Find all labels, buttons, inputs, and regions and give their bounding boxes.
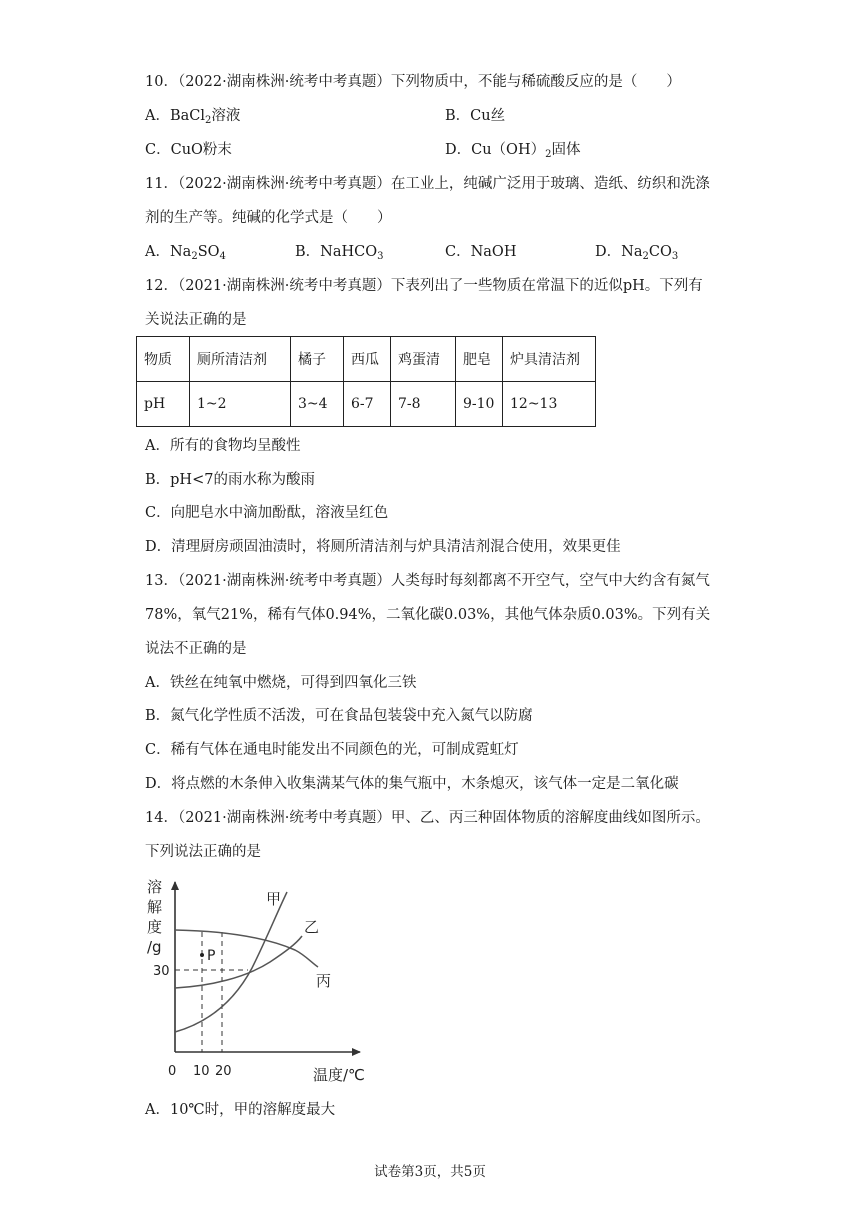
q12-stem-line2: 关说法正确的是 [145,312,247,328]
curve-label-jia: 甲 [266,890,282,908]
table-cell: 7-8 [391,382,456,427]
q13-option-d: D．将点燃的木条伸入收集满某气体的集气瓶中，木条熄灭，该气体一定是二氧化碳 [145,776,679,792]
table-cell: 1~2 [190,382,291,427]
y-axis-label: 解 [147,898,163,916]
x-tick-label: 20 [215,1064,232,1079]
table-cell: 炉具清洁剂 [503,337,596,382]
q13-option-b: B．氮气化学性质不活泼，可在食品包装袋中充入氮气以防腐 [145,708,533,724]
curve-jia [175,892,287,1032]
table-cell: 12~13 [503,382,596,427]
q11-stem-line1: 11．（2022·湖南株洲·统考中考真题）在工业上，纯碱广泛用于玻璃、造纸、纺织和洗涤 [145,176,710,192]
q14-stem-line1: 14．（2021·湖南株洲·统考中考真题）甲、乙、丙三种固体物质的溶解度曲线如图所示。 [145,810,710,826]
table-cell: 橘子 [291,337,344,382]
table-cell: 西瓜 [344,337,391,382]
q11-option-c: C．NaOH [445,244,517,260]
q12-option-a: A．所有的食物均呈酸性 [145,438,301,454]
table-row [137,337,596,382]
curve-label-bing: 丙 [316,972,332,990]
q13-stem-line2: 78%，氧气21%，稀有气体0.94%，二氧化碳0.03%，其他气体杂质0.03%。下列有关 [145,607,711,623]
x-tick-label: 0 [168,1064,177,1079]
page-footer: 试卷第3页，共5页 [374,1164,486,1180]
q13-stem-line3: 说法不正确的是 [145,641,247,657]
q11-option-b: B．NaHCO$_3$ [295,244,384,262]
q14-option-a: A．10℃时，甲的溶解度最大 [145,1102,336,1118]
table-cell: 厕所清洁剂 [190,337,291,382]
q10-option-b: B．Cu丝 [445,108,506,124]
table-cell: 3~4 [291,382,344,427]
point-p-marker [200,953,204,957]
q10-option-d: D．$Cu(OH)_2$固体 [445,142,581,160]
curve-label-yi: 乙 [304,918,320,936]
q10-option-a: A．BaCl$_2$溶液 [145,108,241,126]
y-axis-label: 溶 [147,878,163,896]
curve-yi [175,936,302,988]
q13-stem-line1: 13．（2021·湖南株洲·统考中考真题）人类每时每刻都离不开空气，空气中大约含有氮气 [145,573,710,589]
table-cell: 鸡蛋清 [391,337,456,382]
x-axis-label: 温度/℃ [313,1066,365,1084]
y-axis-label: /g [147,938,162,956]
point-p-label: P [207,948,216,964]
table-cell: pH [137,382,190,427]
table-cell: 9-10 [456,382,503,427]
q13-option-c: C．稀有气体在通电时能发出不同颜色的光，可制成霓虹灯 [145,742,519,758]
q11-stem-line2: 剂的生产等。纯碱的化学式是（ ） [145,210,392,226]
q12-stem-line1: 12．（2021·湖南株洲·统考中考真题）下表列出了一些物质在常温下的近似pH。下列有 [145,278,703,294]
q13-option-a: A．铁丝在纯氧中燃烧，可得到四氧化三铁 [145,675,417,691]
table-row [137,382,596,427]
q14-stem-line2: 下列说法正确的是 [145,844,261,860]
y-axis-label: 度 [147,918,163,936]
curve-bing [175,930,318,967]
q11-option-d: D．$Na_2CO_3$ [595,244,679,262]
table-cell: 6-7 [344,382,391,427]
table-cell: 肥皂 [456,337,503,382]
y-tick-label: 30 [153,964,170,979]
q11-option-a: A．$Na_2SO_4$ [145,244,226,262]
q12-option-c: C．向肥皂水中滴加酚酞，溶液呈红色 [145,505,389,521]
q12-option-b: B．pH<7的雨水称为酸雨 [145,472,315,488]
q10-stem: 10．（2022·湖南株洲·统考中考真题）下列物质中，不能与稀硫酸反应的是（ ） [145,74,681,90]
table-cell: 物质 [137,337,190,382]
q12-option-d: D．清理厨房顽固油渍时，将厕所清洁剂与炉具清洁剂混合使用，效果更佳 [145,539,621,555]
ph-table [136,336,596,427]
q10-option-c: C．CuO粉末 [145,142,232,158]
x-tick-label: 10 [193,1064,210,1079]
